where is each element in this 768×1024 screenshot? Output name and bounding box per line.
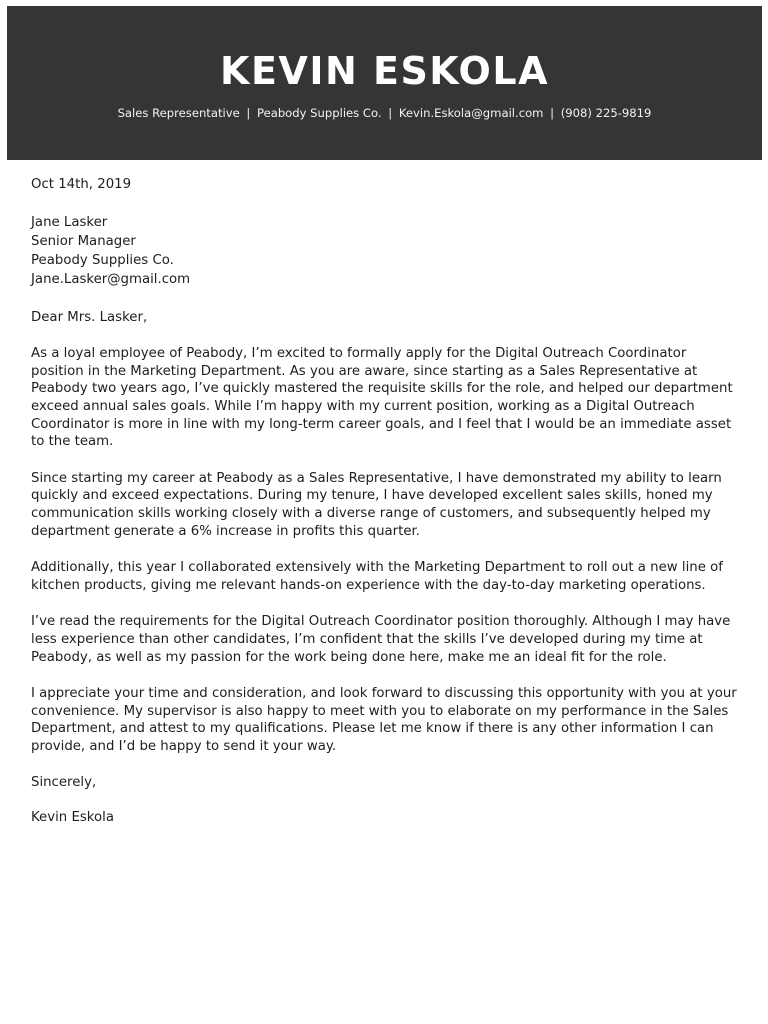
sender-company: Peabody Supplies Co.: [257, 106, 382, 120]
recipient-email[interactable]: Jane.Lasker@gmail.com: [31, 271, 191, 287]
paragraph: As a loyal employee of Peabody, I’m excited to formally apply for the Digital Outreach Coordinator position in the Marketing Department. As you are aware, since starting as a Sales Representative at Peabody two years ago, I’ve quickly mastered the requisite skills for the role, and helped our department exceed annual sales goals. While I’m happy with my current position, working as a Digital Outreach Coordinator is more in line with my long-term career goals, and I feel that I would be an immediate asset to the team.: [31, 346, 733, 450]
sender-title: Sales Representative: [117, 106, 240, 120]
contact-line: [7, 105, 762, 121]
separator: |: [388, 106, 393, 120]
sender-name: KEVIN ESKOLA: [220, 49, 549, 93]
recipient-title: Senior Manager: [31, 233, 136, 249]
paragraph: I’ve read the requirements for the Digital Outreach Coordinator position thoroughly. Although I may have less experience than other candidates, I’m confident that the skills I’ve developed during my time at Peabody, as well as my passion for the work being done here, make me an ideal fit for the role.: [31, 614, 731, 665]
recipient-company: Peabody Supplies Co.: [31, 252, 174, 268]
separator: |: [550, 106, 555, 120]
sender-email[interactable]: Kevin.Eskola@gmail.com: [398, 106, 544, 120]
recipient-name: Jane Lasker: [31, 214, 108, 230]
recipient-block: [31, 213, 743, 289]
salutation: Dear Mrs. Lasker,: [31, 309, 148, 325]
signature: Kevin Eskola: [31, 810, 114, 826]
paragraph: I appreciate your time and consideration, and look forward to discussing this opportunity with you at your convenience. My supervisor is also happy to meet with you to elaborate on my performance in the Sales Department, and attest to my qualifications. Please let me know if there is any other information I can provide, and I’d be happy to send it your way.: [31, 686, 737, 754]
letter-body: [31, 176, 743, 827]
paragraph: Additionally, this year I collaborated extensively with the Marketing Department to roll out a new line of kitchen products, giving me relevant hands-on experience with the day-to-day marketing operations.: [31, 560, 723, 593]
letter-date: Oct 14th, 2019: [31, 177, 132, 192]
sender-phone: (908) 225-9819: [560, 106, 652, 120]
paragraph: Since starting my career at Peabody as a Sales Representative, I have demonstrated my ability to learn quickly and exceed expectations. During my tenure, I have developed excellent sales skills, honed my communication skills working closely with a diverse range of customers, and subsequently helped my department generate a 6% increase in profits this quarter.: [31, 470, 722, 539]
separator: |: [246, 106, 251, 120]
resume-header: [7, 6, 762, 160]
closing: Sincerely,: [31, 775, 97, 791]
